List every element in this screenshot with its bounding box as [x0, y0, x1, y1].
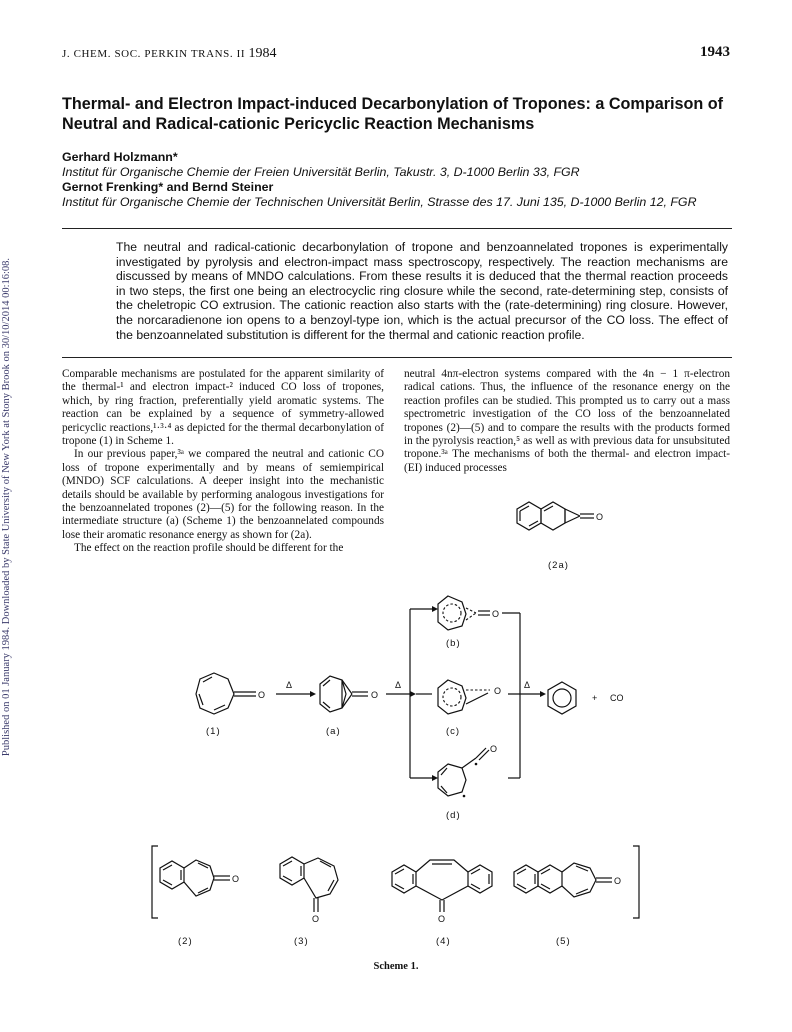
svg-text:Δ: Δ [286, 680, 293, 690]
author-name: Gerhard Holzmann* [62, 150, 178, 164]
svg-text:O: O [490, 744, 498, 754]
svg-text:+: + [592, 693, 598, 703]
svg-text:O: O [232, 874, 240, 884]
scheme-caption: Scheme 1. [373, 961, 419, 972]
paragraph: The effect on the reaction profile should be different for the [74, 542, 344, 555]
svg-text:O: O [494, 686, 502, 696]
structure-a [320, 676, 378, 712]
page-number: 1943 [700, 44, 730, 60]
paragraph: neutral 4nπ-electron systems compared with the 4n − 1 π-electron radical cations. Thus, the influence of the resonance energy on the reaction profiles can be studied. This prompted us to carry out a mass spectrometric investigation of the CO loss of the benzoannelated tropones (2)—(5) and to compare the results with the products formed in the pyrolysis reaction,⁵ as well as with previous data for unsubsituted tropone.³ᵃ The mechanisms of both the thermal- and electron impact- (EI) induced processes [404, 368, 730, 474]
svg-text:Δ: Δ [395, 680, 402, 690]
structure-c [438, 680, 501, 714]
svg-text:O: O [258, 690, 266, 700]
article-title: Thermal- and Electron Impact-induced Decarbonylation of Tropones: a Comparison of Neutral and Radical-cationic Pericyclic Reaction Mechanisms [62, 95, 724, 133]
structure-d [438, 744, 497, 797]
structure-2a [517, 502, 603, 530]
journal-header: J. CHEM. SOC. PERKIN TRANS. II 1984 [62, 46, 277, 61]
structure-3 [280, 857, 338, 924]
paragraph: Comparable mechanisms are postulated for the apparent similarity of the thermal-¹ and electron impact-² induced CO loss of tropones, which, by ring fraction, preferentially yield aromatic systems. The reaction can be explained by a sequence of symmetry-allowed pericyclic reactions,¹·³·⁴ as depicted for the thermal decarbonylation of tropone (1) in Scheme 1. [62, 368, 384, 448]
svg-text:O: O [614, 876, 622, 886]
label-1: (1) [206, 726, 221, 737]
structure-2 [160, 860, 239, 896]
svg-text:O: O [371, 690, 379, 700]
structure-4 [392, 860, 492, 924]
label-2: (2) [178, 936, 193, 947]
svg-text:O: O [312, 914, 320, 924]
author-affiliation: Institut für Organische Chemie der Technischen Universität Berlin, Strasse des 17. Juni 135, D-1000 Berlin 12, FGR [62, 195, 697, 209]
structure-b [438, 596, 520, 630]
benzene-product [548, 682, 576, 714]
svg-text:O: O [438, 914, 446, 924]
label-5: (5) [556, 936, 571, 947]
svg-text:O: O [492, 609, 500, 619]
label-3: (3) [294, 936, 309, 947]
structure-5 [514, 863, 621, 897]
svg-text:O: O [596, 512, 604, 522]
label-2a: (2a) [548, 560, 569, 571]
label-a: (a) [326, 726, 341, 737]
label-b: (b) [446, 638, 461, 649]
paragraph: In our previous paper,³ᵃ we compared the neutral and cationic CO loss of tropone experimentally and by means of semiempirical (MNDO) SCF calculations. A deeper insight into the mechanistic details should be available by performing analogous investigations for the benzoannelated tropones (2)—(5) for the following reason. In the intermediate structure (a) (Scheme 1) the benzoannelated compounds lose their aromatic resonance energy as shown for (2a). [62, 448, 384, 541]
svg-text:CO: CO [610, 693, 624, 703]
structure-1 [196, 673, 265, 714]
author-name: Gernot Frenking* and Bernd Steiner [62, 180, 274, 194]
author-affiliation: Institut für Organische Chemie der Freien Universität Berlin, Takustr. 3, D-1000 Berlin 33, FGR [62, 165, 580, 179]
label-4: (4) [436, 936, 451, 947]
svg-text:Δ: Δ [524, 680, 531, 690]
abstract: The neutral and radical-cationic decarbonylation of tropone and benzoannelated tropones is experimentally investigated by pyrolysis and electron-impact mass spectroscopy, respectively. The reaction mechanisms are discussed by means of MNDO calculations. From these results it is deduced that the thermal reaction proceeds in two steps, the first one being an electrocyclic ring closure while the second, rate-determining step, consists of the cheletropic CO extrusion. The cationic reaction also starts with the (rate-determining) ring closure. However, the norcaradienone ion opens to a benzoyl-type ion, which is the actual precursor of the CO loss. The effect of the benzoannelated substitution is different for the thermal and cationic reaction profile. [116, 240, 728, 342]
download-notice: Published on 01 January 1984. Downloaded by State University of New York at Stony Brook on 30/10/2014 00:16:08. [1, 257, 12, 757]
label-c: (c) [446, 726, 461, 737]
label-d: (d) [446, 810, 461, 821]
